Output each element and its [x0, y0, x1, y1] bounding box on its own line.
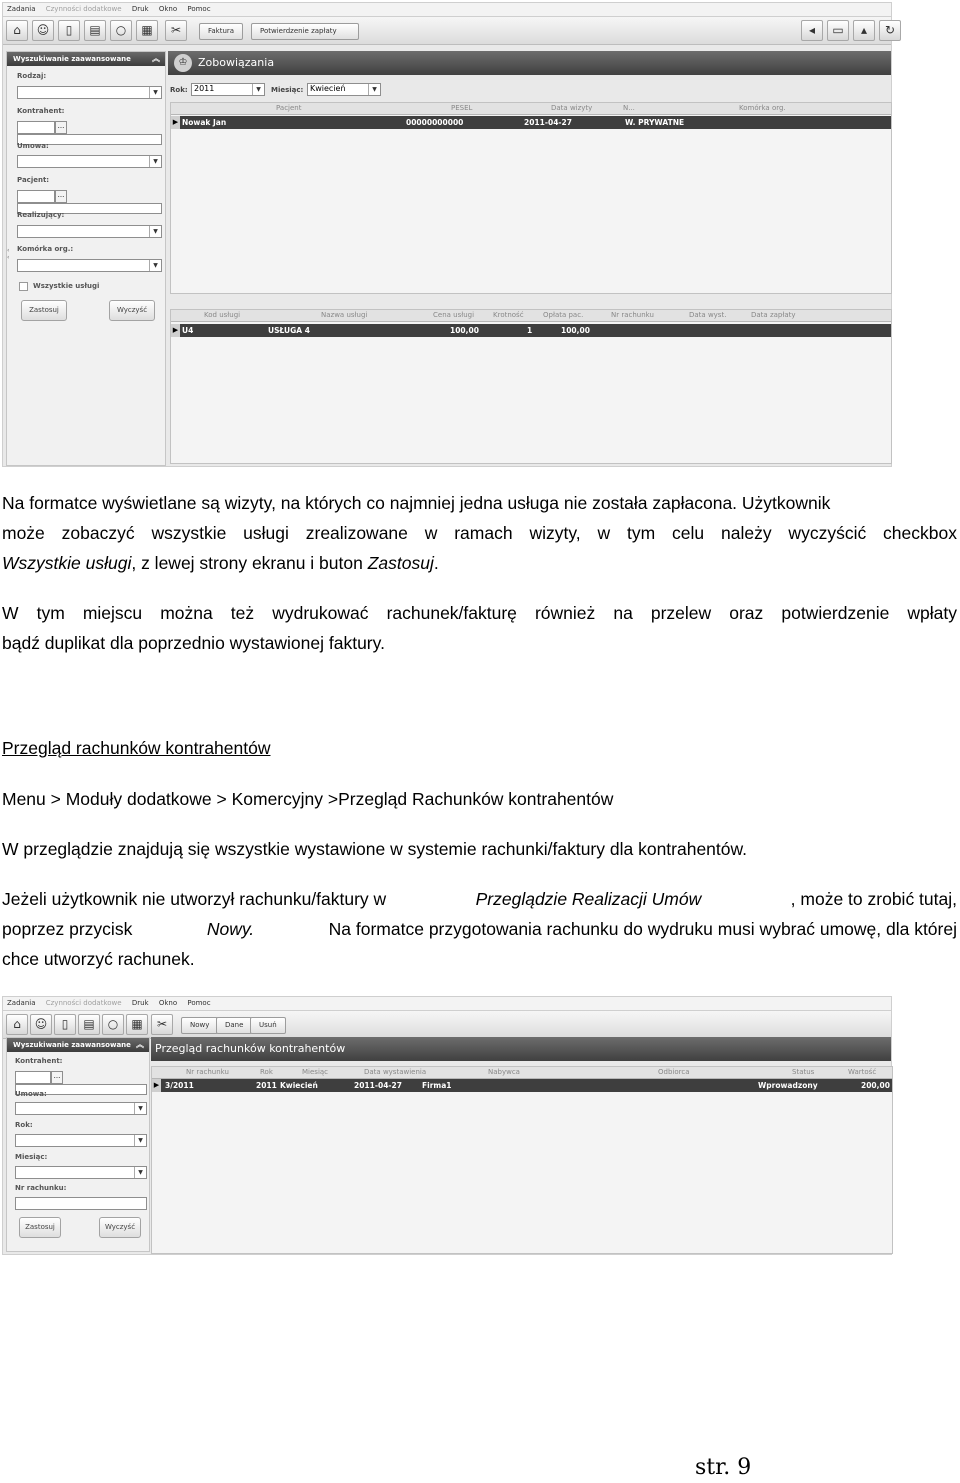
advanced-search-panel: [6, 51, 166, 466]
up-icon[interactable]: ▴: [853, 20, 875, 41]
visits-grid-header: [171, 103, 891, 115]
window-title-bar: [151, 1037, 891, 1061]
collapse-icon[interactable]: ︽: [136, 1040, 144, 1049]
table-row[interactable]: [180, 324, 891, 337]
screenshot-zobowiazania: [2, 2, 896, 467]
paragraph-1-line-3: [2, 548, 957, 578]
chevron-down-icon: ▼: [134, 1135, 146, 1146]
window-title-bar: [168, 51, 891, 75]
col-krotnosc[interactable]: Krotność: [493, 311, 524, 319]
rok-select[interactable]: [191, 83, 265, 96]
visits-grid: [170, 102, 892, 294]
splitter-handle[interactable]: ‹ ‹: [7, 247, 10, 261]
chevron-down-icon: ▼: [134, 1167, 146, 1178]
home-icon[interactable]: ⌂: [6, 1014, 28, 1035]
col-rok[interactable]: Rok: [260, 1068, 273, 1076]
rok-value: 2011: [194, 84, 215, 93]
paragraph-1: [2, 488, 957, 578]
menu-czynnosci[interactable]: Czynności dodatkowe: [45, 5, 122, 13]
toolbar: [3, 1011, 891, 1039]
zastosuj-button[interactable]: Zastosuj: [21, 300, 67, 321]
advanced-search-header[interactable]: [7, 1038, 149, 1052]
window-title: Przegląd rachunków kontrahentów: [155, 1042, 346, 1055]
miesiac-select[interactable]: [15, 1166, 147, 1179]
miesiac-label: Miesiąc:: [15, 1153, 48, 1161]
section-heading: Przegląd rachunków kontrahentów: [2, 738, 271, 758]
advanced-search-title: Wyszukiwanie zaawansowane: [13, 55, 131, 63]
miesiac-label: Miesiąc:: [271, 86, 304, 94]
zastosuj-italic: Zastosuj: [367, 553, 434, 573]
paragraph-2: [2, 598, 957, 658]
nr-rachunku-label: Nr rachunku:: [15, 1184, 67, 1192]
kontrahent-browse-button[interactable]: ...: [55, 121, 67, 134]
cell-wartosc: 200,00: [861, 1081, 890, 1090]
services-grid-header: [171, 310, 891, 322]
p5-l1-b: , może to zrobić tutaj,: [790, 889, 957, 909]
realizujacy-select[interactable]: [17, 225, 162, 238]
calculator-icon[interactable]: ▦: [126, 1014, 148, 1035]
rok-select[interactable]: [15, 1134, 147, 1147]
p2-line2: bądź duplikat dla poprzednio wystawionej faktury.: [2, 633, 385, 653]
refresh-icon[interactable]: ↻: [879, 20, 901, 41]
document-icon[interactable]: ▯: [58, 20, 80, 41]
cell-nazwa-uslugi: USŁUGA 4: [268, 326, 310, 335]
pacjent-label: Pacjent:: [17, 176, 50, 184]
menu-okno[interactable]: Okno: [158, 999, 178, 1007]
row-indicator-icon: ▶: [171, 116, 180, 129]
kontrahent-input[interactable]: [17, 121, 55, 134]
col-komorka[interactable]: Komórka org.: [739, 104, 786, 112]
table-row[interactable]: [161, 1079, 892, 1092]
menu-bar: [3, 3, 891, 17]
invoices-grid-header: [152, 1067, 892, 1079]
col-nr-rachunku[interactable]: Nr rachunku: [186, 1068, 229, 1076]
miesiac-select[interactable]: [307, 83, 381, 96]
cell-cena-uslugi: 100,00: [450, 326, 479, 335]
wyczysc-button[interactable]: Wyczyść: [109, 300, 155, 321]
cell-komorka: W. PRYWATNE: [625, 118, 685, 127]
cell-data-wystawienia: 2011-04-27: [354, 1081, 402, 1090]
wszystkie-uslugi-label: Wszystkie usługi: [33, 282, 100, 290]
nr-rachunku-input[interactable]: [15, 1197, 147, 1210]
menu-path: Menu > Moduły dodatkowe > Komercyjny >Przegląd Rachunków kontrahentów: [2, 789, 614, 809]
circle-icon[interactable]: ○: [102, 1014, 124, 1035]
col-status[interactable]: Status: [792, 1068, 815, 1076]
cell-rok: 2011: [256, 1081, 277, 1090]
row-indicator-icon: ▶: [171, 324, 180, 337]
chevron-down-icon: ▼: [149, 226, 161, 237]
potwierdzenie-button[interactable]: Potwierdzenie zapłaty: [251, 23, 359, 40]
back-icon[interactable]: ◂: [801, 20, 823, 41]
chevron-down-icon: ▼: [252, 84, 264, 95]
menu-pomoc[interactable]: Pomoc: [187, 5, 211, 13]
miesiac-value: Kwiecień: [310, 84, 346, 93]
p1-line2: może zobaczyć wszystkie usługi zrealizowane w ramach wizyty, w tym celu należy wyczyścić checkbox: [2, 523, 957, 543]
row-indicator-icon: ▶: [152, 1079, 161, 1092]
nowy-italic: Nowy.: [206, 919, 255, 939]
menu-zadania[interactable]: Zadania: [7, 999, 36, 1007]
collapse-icon[interactable]: ︽: [152, 54, 160, 63]
p1-l3-end: .: [433, 553, 439, 573]
menu-bar: [3, 997, 891, 1011]
col-data-zaplaty[interactable]: Data zapłaty: [751, 311, 796, 319]
wszystkie-uslugi-checkbox[interactable]: [19, 282, 28, 291]
umowa-select[interactable]: [15, 1102, 147, 1115]
col-kod-uslugi[interactable]: Kod usługi: [204, 311, 241, 319]
faktura-button[interactable]: Faktura: [199, 23, 243, 40]
komorka-select[interactable]: [17, 259, 162, 272]
col-data-wizyty[interactable]: Data wizyty: [551, 104, 593, 112]
p5-l2-b: Na formatce przygotowania rachunku do wydruku musi wybrać umowę, dla której: [328, 919, 957, 939]
clipboard-icon[interactable]: ▤: [78, 1014, 100, 1035]
umowa-label: Umowa:: [15, 1090, 47, 1098]
tools-icon[interactable]: ✂: [165, 20, 187, 41]
paragraph-1-line-1: [2, 488, 957, 518]
col-pacjent[interactable]: Pacjent: [276, 104, 302, 112]
cell-nabywca: Firma1: [422, 1081, 452, 1090]
col-wartosc[interactable]: Wartość: [848, 1068, 877, 1076]
p2-line1: W tym miejscu można też wydrukować rachunek/fakturę również na przelew oraz potwierdzenie wpłaty: [2, 603, 957, 623]
usun-button[interactable]: Usuń: [250, 1017, 286, 1034]
p5-line2: [2, 914, 957, 944]
col-pesel[interactable]: PESEL: [451, 104, 473, 112]
cell-pacjent: Nowak Jan: [182, 118, 227, 127]
col-nr-rachunku[interactable]: Nr rachunku: [611, 311, 654, 319]
umowa-label: Umowa:: [17, 142, 49, 150]
umowa-select[interactable]: [17, 155, 162, 168]
col-nabywca[interactable]: Nabywca: [488, 1068, 520, 1076]
advanced-search-header[interactable]: [7, 52, 165, 66]
paragraph-5: [2, 884, 957, 974]
page-number: str. 9: [695, 1455, 752, 1480]
komorka-label: Komórka org.:: [17, 245, 74, 253]
col-nazwa-uslugi[interactable]: Nazwa usługi: [321, 311, 368, 319]
kontrahent-label: Kontrahent:: [15, 1057, 63, 1065]
chevron-down-icon: ▼: [134, 1103, 146, 1114]
p1-l3-mid: , z lewej strony ekranu i buton: [131, 553, 368, 573]
cell-pesel: 00000000000: [406, 118, 464, 127]
tools-icon[interactable]: ✂: [151, 1014, 173, 1035]
toolbar: [3, 17, 896, 45]
col-odbiorca[interactable]: Odbiorca: [658, 1068, 690, 1076]
kontrahent-label: Kontrahent:: [17, 107, 65, 115]
clipboard-icon[interactable]: ▤: [84, 20, 106, 41]
p5-l2-a: poprzez przycisk: [2, 919, 133, 939]
przeglad-realizacji-italic: Przeglądzie Realizacji Umów: [475, 889, 702, 909]
advanced-search-title: Wyszukiwanie zaawansowane: [13, 1041, 131, 1049]
menu-okno[interactable]: Okno: [158, 5, 178, 13]
screenshot-przeglad-rachunkow: [2, 996, 892, 1255]
p5-line1: [2, 884, 957, 914]
home-icon[interactable]: ⌂: [6, 20, 28, 41]
chevron-down-icon: ▼: [368, 84, 380, 95]
nowy-button[interactable]: Nowy: [181, 1017, 218, 1034]
kontrahent-browse-button[interactable]: ...: [51, 1071, 63, 1084]
document-icon[interactable]: ▯: [54, 1014, 76, 1035]
col-miesiac[interactable]: Miesiąc: [302, 1068, 329, 1076]
cup-icon: ♔: [174, 54, 192, 72]
rok-label: Rok:: [170, 86, 188, 94]
rodzaj-select[interactable]: [17, 86, 162, 99]
menu-pomoc[interactable]: Pomoc: [187, 999, 211, 1007]
invoices-grid: [151, 1066, 893, 1254]
cell-data-wizyty: 2011-04-27: [524, 118, 572, 127]
chevron-down-icon: ▼: [149, 156, 161, 167]
pacjent-input[interactable]: [17, 190, 55, 203]
advanced-search-panel: [6, 1037, 150, 1252]
menu-druk[interactable]: Druk: [131, 999, 149, 1007]
cell-nr-rachunku: 3/2011: [165, 1081, 194, 1090]
rok-label: Rok:: [15, 1121, 33, 1129]
menu-druk[interactable]: Druk: [131, 5, 149, 13]
col-data-wystawienia[interactable]: Data wystawienia: [364, 1068, 427, 1076]
zastosuj-button[interactable]: Zastosuj: [19, 1217, 61, 1238]
services-grid: [170, 309, 892, 464]
dane-button[interactable]: Dane: [216, 1017, 252, 1034]
cell-kod-uslugi: U4: [182, 326, 194, 335]
menu-czynnosci[interactable]: Czynności dodatkowe: [45, 999, 122, 1007]
cell-miesiac: Kwiecień: [280, 1081, 318, 1090]
menu-zadania[interactable]: Zadania: [7, 5, 36, 13]
cell-oplata-pac: 100,00: [561, 326, 590, 335]
p5-l1-a: Jeżeli użytkownik nie utworzył rachunku/faktury w: [2, 889, 387, 909]
chevron-down-icon: ▼: [149, 87, 161, 98]
chevron-down-icon: ▼: [149, 260, 161, 271]
pacjent-browse-button[interactable]: ...: [55, 190, 67, 203]
users-icon[interactable]: ☺: [30, 1014, 52, 1035]
rodzaj-label: Rodzaj:: [17, 72, 47, 80]
col-n[interactable]: N...: [623, 104, 635, 112]
realizujacy-label: Realizujący:: [17, 211, 65, 219]
p1-line1: Na formatce wyświetlane są wizyty, na których co najmniej jedna usługa nie została zapłacona. Użytkownik: [2, 493, 831, 513]
window-title: Zobowiązania: [198, 56, 275, 69]
cell-krotnosc: 1: [527, 326, 533, 335]
wyczysc-button[interactable]: Wyczyść: [99, 1217, 141, 1238]
kontrahent-input[interactable]: [15, 1071, 51, 1084]
col-data-wyst[interactable]: Data wyst.: [689, 311, 727, 319]
paragraph-4: W przeglądzie znajdują się wszystkie wystawione w systemie rachunki/faktury dla kontrahentów.: [2, 839, 748, 859]
p5-line3: chce utworzyć rachunek.: [2, 949, 195, 969]
wszystkie-uslugi-italic: Wszystkie usługi: [2, 553, 132, 573]
calculator-icon[interactable]: ▦: [136, 20, 158, 41]
cell-status: Wprowadzony: [758, 1081, 818, 1090]
circle-icon[interactable]: ○: [110, 20, 132, 41]
table-row[interactable]: [180, 116, 891, 129]
users-icon[interactable]: ☺: [32, 20, 54, 41]
col-oplata-pac[interactable]: Opłata pac.: [543, 311, 584, 319]
window-icon[interactable]: ▭: [827, 20, 849, 41]
col-cena-uslugi[interactable]: Cena usługi: [433, 311, 475, 319]
